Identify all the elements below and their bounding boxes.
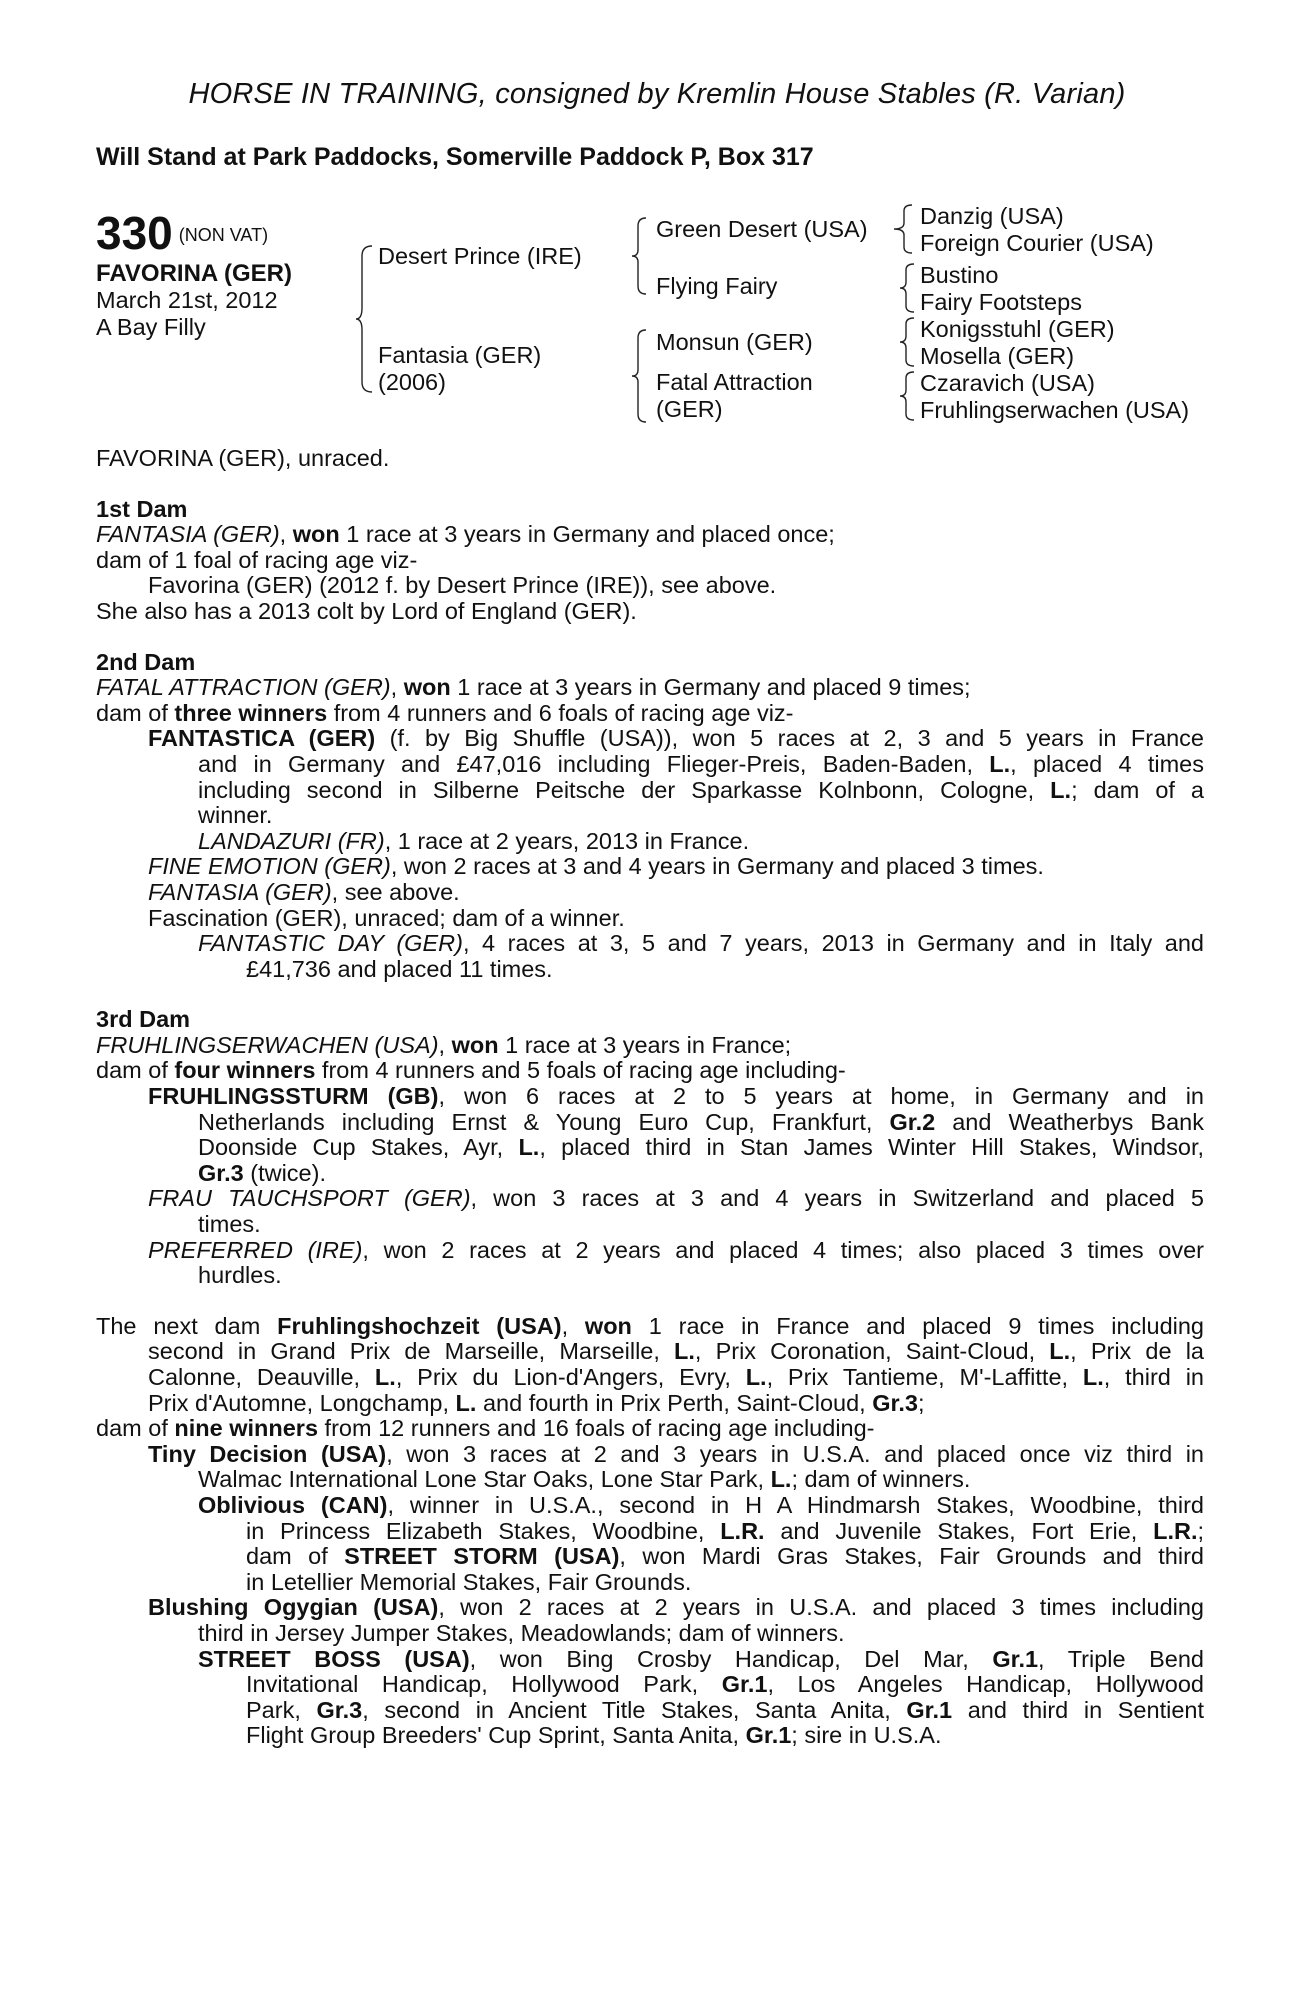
- pedigree-dam-year: (2006): [378, 369, 446, 395]
- next-dam-line-1: The next dam Fruhlingshochzeit (USA), won 1 race in France and placed 9 times including: [96, 1312, 1204, 1339]
- street-boss-line-3: Park, Gr.3, second in Ancient Title Stakes, Santa Anita, Gr.1 and third in Sentient: [246, 1696, 1204, 1723]
- frau-tauchsport-line-2: times.: [198, 1211, 261, 1238]
- lot-block: [96, 207, 292, 341]
- pedigree-sire-dam: Flying Fairy: [656, 273, 778, 299]
- pedigree-g1: Danzig (USA): [920, 203, 1064, 229]
- landazuri-line: LANDAZURI (FR), 1 race at 2 years, 2013 in France.: [198, 827, 750, 854]
- fruhlingssturm-line-4: Gr.3 (twice).: [198, 1159, 326, 1186]
- pedigree-sire-sire: Green Desert (USA): [656, 216, 868, 242]
- stand-location: Will Stand at Park Paddocks, Somerville Paddock P, Box 317: [96, 143, 814, 171]
- first-dam-note: She also has a 2013 colt by Lord of England (GER).: [96, 597, 637, 624]
- pedigree-dam-dam-country: (GER): [656, 396, 723, 422]
- fantastica-line-3: including second in Silberne Peitsche der Sparkasse Kolnbonn, Cologne, L.; dam of a: [198, 776, 1204, 803]
- fruhlingssturm-line-2: Netherlands including Ernst & Young Euro Cup, Frankfurt, Gr.2 and Weatherbys Bank: [198, 1108, 1204, 1135]
- fantastica-line-2: and in Germany and £47,016 including Flieger-Preis, Baden-Baden, L., placed 4 times: [198, 750, 1204, 777]
- first-dam-line-2: dam of 1 foal of racing age viz-: [96, 546, 418, 573]
- vat-status: (NON VAT): [178, 225, 269, 245]
- next-dam-line-3: Calonne, Deauville, L., Prix du Lion-d'Angers, Evry, L., Prix Tantieme, M'-Laffitte, L., third in: [148, 1364, 1204, 1390]
- preferred-line-1: PREFERRED (IRE), won 2 races at 2 years and placed 4 times; also placed 3 times over: [148, 1236, 1205, 1263]
- pedigree-dam-dam: Fatal Attraction: [656, 369, 813, 395]
- tiny-decision-line-1: Tiny Decision (USA), won 3 races at 2 and 3 years in U.S.A. and placed once viz third in: [148, 1440, 1204, 1467]
- first-dam-foal: Favorina (GER) (2012 f. by Desert Prince (IRE)), see above.: [148, 572, 777, 599]
- fantastica-line-1: FANTASTICA (GER) (f. by Big Shuffle (USA)), won 5 races at 2, 3 and 5 years in France: [148, 725, 1205, 752]
- pedigree-brace-g2: [900, 262, 916, 314]
- oblivious-line-3: dam of STREET STORM (USA), won Mardi Gras Stakes, Fair Grounds and third: [246, 1543, 1204, 1570]
- pedigree-g4: Fairy Footsteps: [920, 289, 1082, 315]
- preferred-line-2: hurdles.: [198, 1262, 282, 1289]
- street-boss-line-1: STREET BOSS (USA), won Bing Crosby Handicap, Del Mar, Gr.1, Triple Bend: [198, 1645, 1204, 1672]
- third-dam-line-2: dam of four winners from 4 runners and 5 foals of racing age including-: [96, 1057, 846, 1084]
- summary: FAVORINA (GER), unraced.: [96, 445, 390, 471]
- oblivious-line-1: Oblivious (CAN), winner in U.S.A., second in H A Hindmarsh Stakes, Woodbine, third: [198, 1491, 1204, 1518]
- fascination-line: Fascination (GER), unraced; dam of a winner.: [148, 904, 625, 931]
- horse-name: FAVORINA (GER): [96, 260, 292, 287]
- street-boss-line-4: Flight Group Breeders' Cup Sprint, Santa Anita, Gr.1; sire in U.S.A.: [246, 1722, 942, 1749]
- page-title: HORSE IN TRAINING, consigned by Kremlin House Stables (R. Varian): [188, 78, 1126, 110]
- second-dam-heading: 2nd Dam: [96, 648, 196, 675]
- pedigree-dam-sire: Monsun (GER): [656, 329, 813, 355]
- fantastic-day-line-2: £41,736 and placed 11 times.: [246, 955, 553, 982]
- fruhlingssturm-line-1: FRUHLINGSSTURM (GB), won 6 races at 2 to 5 years at home, in Germany and in: [148, 1083, 1204, 1110]
- frau-tauchsport-line-1: FRAU TAUCHSPORT (GER), won 3 races at 3 and 4 years in Switzerland and placed 5: [148, 1185, 1204, 1212]
- fantasia-line: FANTASIA (GER), see above.: [148, 878, 460, 905]
- horse-description: A Bay Filly: [96, 314, 206, 340]
- pedigree-g5: Konigsstuhl (GER): [920, 316, 1115, 342]
- catalogue-text: [96, 446, 1204, 1749]
- next-dam-line-5: dam of nine winners from 12 runners and 16 foals of racing age including-: [96, 1415, 875, 1442]
- pedigree-g8: Fruhlingserwachen (USA): [920, 397, 1190, 423]
- pedigree-g6: Mosella (GER): [920, 343, 1075, 369]
- fantastic-day-line-1: FANTASTIC DAY (GER), 4 races at 3, 5 and 7 years, 2013 in Germany and in Italy and: [198, 930, 1205, 957]
- pedigree-brace-sire: [632, 216, 648, 296]
- pedigree-g3: Bustino: [920, 262, 999, 288]
- fruhlingssturm-line-3: Doonside Cup Stakes, Ayr, L., placed third in Stan James Winter Hill Stakes, Windsor,: [198, 1134, 1205, 1161]
- pedigree-g7: Czaravich (USA): [920, 370, 1095, 396]
- blushing-ogygian-line-1: Blushing Ogygian (USA), won 2 races at 2 years in U.S.A. and placed 3 times including: [148, 1594, 1204, 1621]
- foaling-date: March 21st, 2012: [96, 287, 278, 313]
- lot-number: 330: [96, 207, 173, 259]
- pedigree-sire: Desert Prince (IRE): [378, 243, 582, 269]
- third-dam-line-1: FRUHLINGSERWACHEN (USA), won 1 race at 3 years in France;: [96, 1031, 792, 1058]
- pedigree-brace-main: [356, 244, 374, 394]
- next-dam-line-2: second in Grand Prix de Marseille, Marseille, L., Prix Coronation, Saint-Cloud, L., Prix de la: [148, 1338, 1204, 1365]
- fantastica-line-4: winner.: [198, 802, 273, 829]
- fine-emotion-line: FINE EMOTION (GER), won 2 races at 3 and 4 years in Germany and placed 3 times.: [148, 853, 1044, 880]
- first-dam-heading: 1st Dam: [96, 495, 188, 522]
- pedigree-brace-dam: [632, 328, 648, 424]
- second-dam-line-1: FATAL ATTRACTION (GER), won 1 race at 3 years in Germany and placed 9 times;: [96, 674, 971, 701]
- street-boss-line-2: Invitational Handicap, Hollywood Park, Gr.1, Los Angeles Handicap, Hollywood: [246, 1671, 1204, 1698]
- pedigree-brace-g1: [892, 203, 914, 255]
- blushing-ogygian-line-2: third in Jersey Jumper Stakes, Meadowlands; dam of winners.: [198, 1619, 845, 1646]
- next-dam-line-4: Prix d'Automne, Longchamp, L. and fourth in Prix Perth, Saint-Cloud, Gr.3;: [148, 1389, 925, 1416]
- third-dam-heading: 3rd Dam: [96, 1006, 191, 1033]
- pedigree-brace-g3: [900, 316, 916, 368]
- tiny-decision-line-2: Walmac International Lone Star Oaks, Lone Star Park, L.; dam of winners.: [198, 1466, 971, 1493]
- oblivious-line-2: in Princess Elizabeth Stakes, Woodbine, L.R. and Juvenile Stakes, Fort Erie, L.R.;: [246, 1517, 1205, 1544]
- pedigree-brace-g4: [900, 370, 916, 422]
- second-dam-line-2: dam of three winners from 4 runners and 6 foals of racing age viz-: [96, 699, 794, 726]
- pedigree-g2: Foreign Courier (USA): [920, 230, 1154, 256]
- pedigree-dam: Fantasia (GER): [378, 342, 542, 368]
- first-dam-line-1: FANTASIA (GER), won 1 race at 3 years in Germany and placed once;: [96, 521, 835, 548]
- oblivious-line-4: in Letellier Memorial Stakes, Fair Grounds.: [246, 1568, 692, 1595]
